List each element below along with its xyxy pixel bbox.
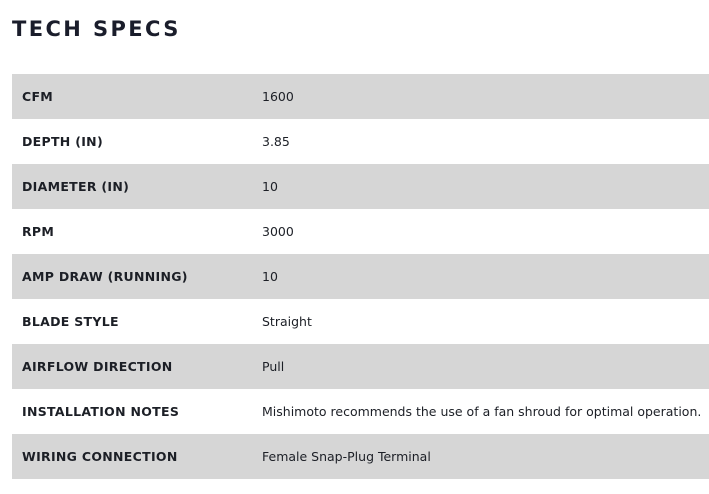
spec-row-depth — [12, 119, 709, 164]
spec-value: 3000 — [262, 224, 294, 239]
spec-value: 3.85 — [262, 134, 290, 149]
spec-value: 10 — [262, 269, 278, 284]
section-title: TECH SPECS — [12, 17, 181, 41]
spec-label: DEPTH (IN) — [22, 134, 103, 149]
spec-label: BLADE STYLE — [22, 314, 119, 329]
spec-row-amp-draw — [12, 254, 709, 299]
spec-value: 10 — [262, 179, 278, 194]
spec-value: 1600 — [262, 89, 294, 104]
spec-value: Straight — [262, 314, 312, 329]
spec-row-airflow-direction — [12, 344, 709, 389]
spec-value: Female Snap-Plug Terminal — [262, 449, 431, 464]
spec-label: WIRING CONNECTION — [22, 449, 178, 464]
spec-row-rpm — [12, 209, 709, 254]
spec-value: Mishimoto recommends the use of a fan shroud for optimal operation. — [262, 404, 702, 419]
spec-row-blade-style — [12, 299, 709, 344]
spec-label: CFM — [22, 89, 54, 104]
spec-row-wiring-connection — [12, 434, 709, 479]
spec-label: AIRFLOW DIRECTION — [22, 359, 173, 374]
spec-row-installation-notes — [12, 389, 709, 434]
spec-value: Pull — [262, 359, 285, 374]
spec-label: DIAMETER (IN) — [22, 179, 130, 194]
spec-row-diameter — [12, 164, 709, 209]
spec-label: RPM — [22, 224, 55, 239]
spec-label: INSTALLATION NOTES — [22, 404, 180, 419]
spec-label: AMP DRAW (RUNNING) — [22, 269, 188, 284]
spec-row-cfm — [12, 74, 709, 119]
tech-specs-table — [12, 74, 709, 479]
